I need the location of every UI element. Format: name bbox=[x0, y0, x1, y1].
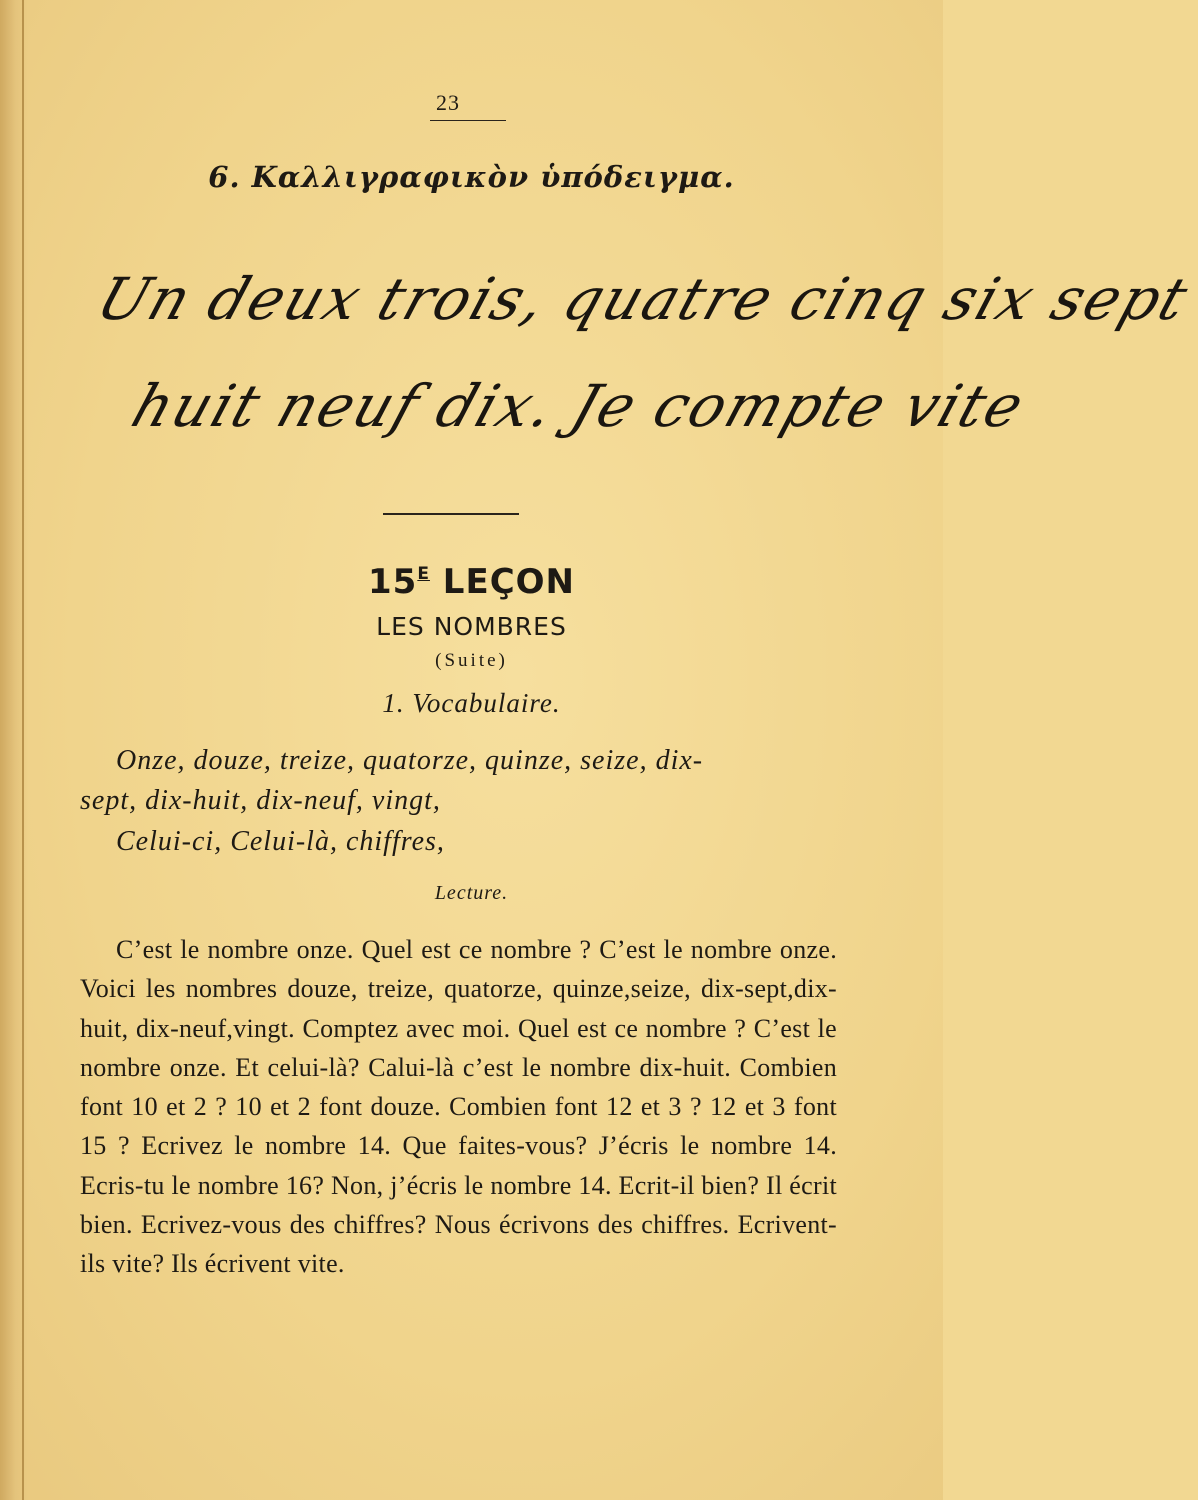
section-divider bbox=[383, 513, 519, 515]
lesson-title bbox=[0, 562, 943, 602]
vocabulary-line-2: sept, dix-huit, dix-neuf, vingt, bbox=[80, 785, 441, 816]
lesson-continuation: (Suite) bbox=[435, 650, 508, 671]
lesson-word: LEÇON bbox=[442, 562, 575, 602]
lesson-subject: LES NOMBRES bbox=[376, 612, 567, 641]
calligraphy-line-1: Un deux trois, quatre cinq six sept bbox=[88, 265, 1198, 333]
calligraphy-line-2: huit neuf dix. Je compte vite bbox=[123, 372, 1034, 440]
reading-paragraph: C’est le nombre onze. Quel est ce nombre ? C’est le nombre onze. Voici les nombres douze, treize, quatorze, quinze,seize, dix-sept,dix-huit, dix-neuf,vingt. Comptez avec moi. Quel est ce nombre ? C’est le nombre onze. Et celui-là? Calui-là c’est le nombre dix-huit. Combien font 10 et 2 ? 10 et 2 font douze. Combien font 12 et 3 ? 12 et 3 font 15 ? Ecrivez le nombre 14. Que faites-vous? J’écris le nombre 14. Ecris-tu le nombre 16? Non, j’écris le nombre 14. Ecrit-il bien? Il écrit bien. Ecrivez-vous des chiffres? Nous écrivons des chiffres. Ecrivent-ils vite? Ils écrivent vite. bbox=[80, 935, 837, 1279]
binding-edge bbox=[22, 0, 24, 1500]
lesson-number-suffix: E bbox=[417, 564, 430, 584]
lesson-number: 15 bbox=[368, 562, 418, 602]
reading-heading: Lecture. bbox=[434, 882, 509, 904]
vocabulary-line-3: Celui-ci, Celui-là, chiffres, bbox=[116, 826, 445, 857]
vocabulary-line-1: Onze, douze, treize, quatorze, quinze, seize, dix- bbox=[116, 745, 704, 776]
vocabulary-heading: 1. Vocabulaire. bbox=[382, 688, 561, 718]
calligraphy-model-title: 6. Καλλιγραφικὸν ὑπόδειγμα. bbox=[208, 160, 735, 194]
page-number: 23 bbox=[430, 90, 506, 121]
